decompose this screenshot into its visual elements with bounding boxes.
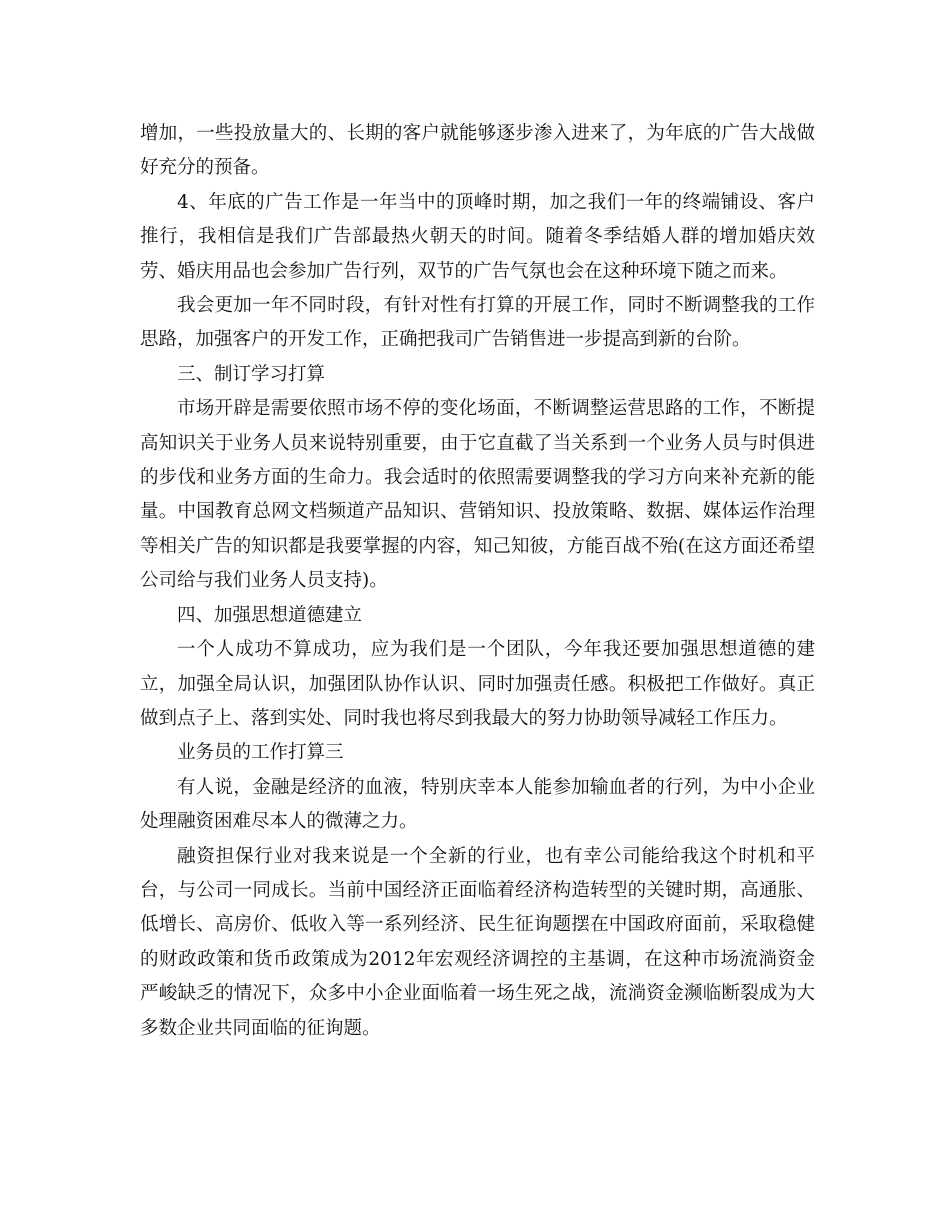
document-body: [140, 117, 815, 1046]
section-heading-plan-three: 业务员的工作打算三: [177, 742, 344, 764]
section-heading-moral-building: 四、加强思想道德建立: [177, 604, 363, 626]
paragraph-continued: 增加，一些投放量大的、长期的客户就能够逐步渗入进来了，为年底的广告大战做好充分的预备。: [140, 123, 815, 179]
paragraph-finance-blood: 有人说，金融是经济的血液，特别庆幸本人能参加输血者的行列，为中小企业处理融资困难尽本人的微薄之力。: [140, 776, 815, 833]
paragraph-team-work: 一个人成功不算成功，应为我们是一个团队，今年我还要加强思想道德的建立，加强全局认识，加强团队协作认识、同时加强责任感。积极把工作做好。真正做到点子上、落到实处、同时我也将尽到我最大的努力协助领导减轻工作压力。: [140, 639, 815, 729]
paragraph-work-plan: 我会更加一年不同时段，有针对性有打算的开展工作，同时不断调整我的工作思路，加强客户的开发工作，正确把我司广告销售进一步提高到新的台阶。: [140, 295, 815, 351]
paragraph-market-development: 市场开辟是需要依照市场不停的变化场面，不断调整运营思路的工作，不断提高知识关于业务人员来说特别重要，由于它直截了当关系到一个业务人员与时俱进的步伐和业务方面的生命力。我会适时的依照需要调整我的学习方向来补充新的能量。中国教育总网文档频道产品知识、营销知识、投放策略、数据、媒体运作治理等相关广告的知识都是我要掌握的内容，知己知彼，方能百战不殆(在这方面还希望公司给与我们业务人员支持)。: [140, 398, 815, 592]
section-heading-study-plan: 三、制订学习打算: [177, 363, 326, 385]
paragraph-guarantee-industry: 融资担保行业对我来说是一个全新的行业，也有幸公司能给我这个时机和平台，与公司一同成长。当前中国经济正面临着经济构造转型的关键时期，高通胀、低增长、高房价、低收入等一系列经济、民生征询题摆在中国政府面前，采取稳健的财政政策和货币政策成为2012年宏观经济调控的主基调，在这种市场流淌资金严峻缺乏的情况下，众多中小企业面临着一场生死之战，流淌资金濒临断裂成为大多数企业共同面临的征询题。: [140, 845, 815, 1039]
paragraph-year-end-ads: 4、年底的广告工作是一年当中的顶峰时期，加之我们一年的终端铺设、客户推行，我相信是我们广告部最热火朝天的时间。随着冬季结婚人群的增加婚庆效劳、婚庆用品也会参加广告行列，双节的广告气氛也会在这种环境下随之而来。: [140, 191, 815, 282]
